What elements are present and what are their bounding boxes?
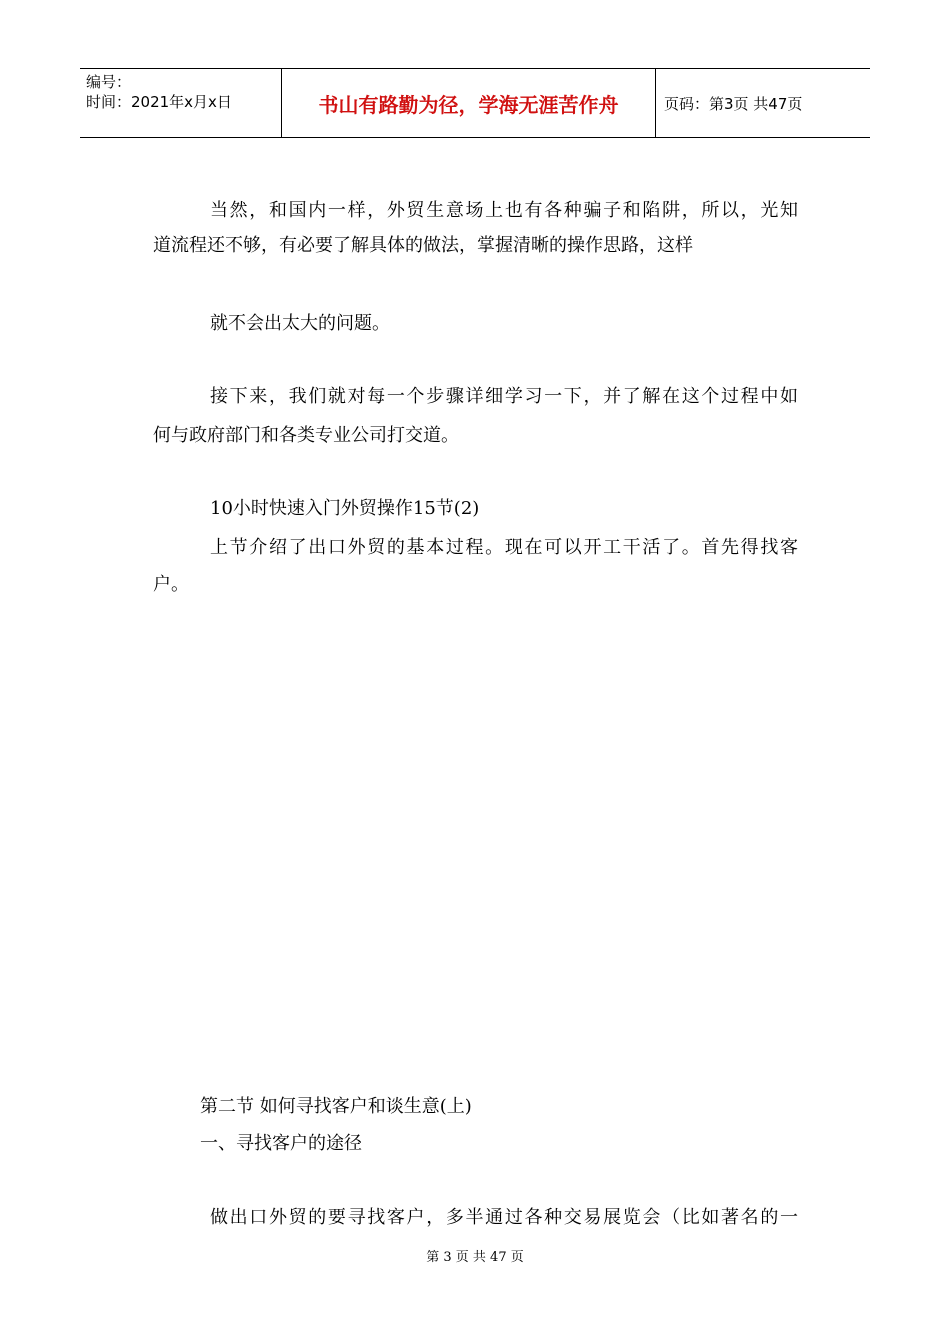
paragraph-3-line-2: 何与政府部门和各类专业公司打交道。 [153,425,459,446]
subsection-title: 一、寻找客户的途径 [200,1133,362,1154]
section-title: 第二节 如何寻找客户和谈生意(上) [200,1096,472,1117]
paragraph-4-line-1: 上节介绍了出口外贸的基本过程。现在可以开工干活了。首先得找客 [210,537,798,558]
document-date: 时间：2021年x月x日 [86,93,232,111]
header-divider [655,69,656,137]
paragraph-4-line-2: 户。 [153,574,189,595]
document-code-label: 编号： [86,73,132,91]
article-subtitle: 10小时快速入门外贸操作15节(2) [210,498,480,519]
paragraph-1-line-1: 当然，和国内一样，外贸生意场上也有各种骗子和陷阱，所以，光知 [210,200,798,221]
page-header [80,68,870,138]
paragraph-1-line-2: 道流程还不够，有必要了解具体的做法，掌握清晰的操作思路，这样 [153,235,693,256]
paragraph-2: 就不会出太大的问题。 [210,313,390,334]
page-footer: 第 3 页 共 47 页 [426,1250,524,1265]
paragraph-3-line-1: 接下来，我们就对每一个步骤详细学习一下，并了解在这个过程中如 [210,386,798,407]
header-meta [80,69,281,137]
header-motto: 书山有路勤为径，学海无涯苦作舟 [318,92,619,117]
paragraph-5-line-1: 做出口外贸的要寻找客户，多半通过各种交易展览会（比如著名的一 [210,1207,798,1228]
header-page-info: 页码：第3页 共47页 [664,94,803,113]
